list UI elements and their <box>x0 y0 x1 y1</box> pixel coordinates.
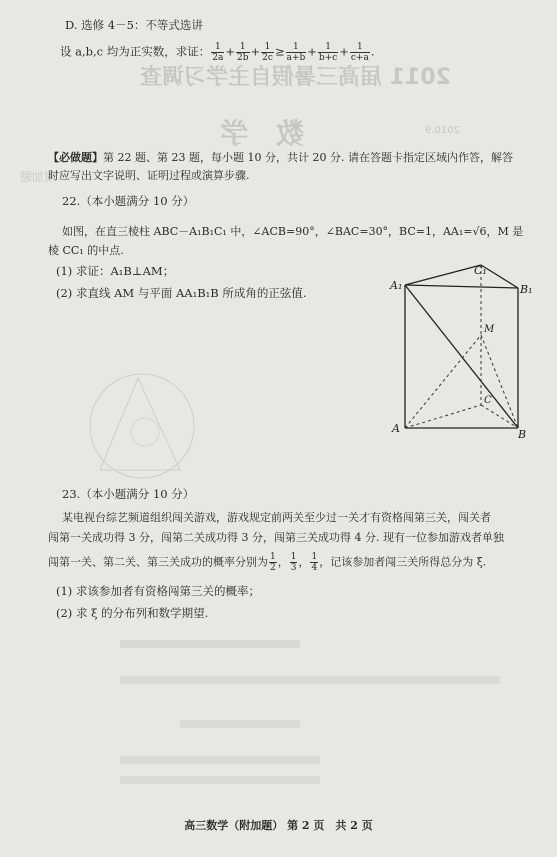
label-a1: A₁ <box>390 279 403 292</box>
q22-part2: (2) 求直线 AM 与平面 AA₁B₁B 所成角的正弦值. <box>56 286 307 300</box>
q23-body-line1: 某电视台综艺频道组织闯关游戏，游戏规定前两关至少过一关才有资格闯第三关，闯关者 <box>62 511 491 524</box>
prob-1-4: $\frac{1}{4}$ <box>311 552 318 573</box>
edge-a1-c1 <box>405 265 481 285</box>
q23-header: 23.（本小题满分 10 分） <box>62 487 195 501</box>
section-d-statement: 设 a,b,c 均为正实数，求证： $\frac{1}{2a}$ + $\frac{1}{2b}$ + $\frac{1}{2c}$ ≥ $\frac{1}{a+b}$ + $\frac{1}{b+c}$ + $\frac{1}{c+a}$ . <box>60 42 375 63</box>
label-b1: B₁ <box>520 283 533 296</box>
q23-part2: (2) 求 ξ 的分布列和数学期望. <box>56 606 209 620</box>
prob-1-2: $\frac{1}{2}$ <box>270 552 276 573</box>
required-bracket: 【必做题】 <box>48 151 103 164</box>
required-instructions-line1: 【必做题】第 22 题、第 23 题，每小题 10 分，共计 20 分. 请在答题卡指定区域内作答，解答 <box>48 151 513 164</box>
frac-1-b-plus-c: $\frac{1}{b+c}$ <box>318 42 338 63</box>
label-c: C <box>484 395 492 406</box>
required-instructions-line2: 时应写出文字说明、证明过程或演算步骤. <box>48 169 250 182</box>
label-a: A <box>392 422 400 435</box>
ghost-subject: 数 学 <box>220 117 305 150</box>
label-b: B <box>518 428 527 441</box>
page-footer: 高三数学（附加题） 第 2 页 共 2 页 <box>184 819 373 832</box>
frac-1-c-plus-a: $\frac{1}{c+a}$ <box>350 42 369 63</box>
ghost-circle-figure <box>60 360 200 490</box>
edge-m-b-dashed <box>481 335 518 428</box>
prism-figure <box>388 260 533 441</box>
q22-header: 22.（本小题满分 10 分） <box>62 194 195 208</box>
q23-part1: (1) 求该参加者有资格闯第三关的概率； <box>56 584 260 598</box>
geq-sign: ≥ <box>274 44 285 59</box>
edge-c-b-dashed <box>481 405 518 428</box>
edge-a-c-dashed <box>405 405 481 428</box>
section-d-title: D. 选修 4－5：不等式选讲 <box>65 18 203 32</box>
q22-part1: (1) 求证：A₁B⊥AM； <box>56 264 175 278</box>
q23-body-line3: 闯第一关、第二关、第三关成功的概率分别为 $\frac{1}{2}$ ， $\frac{1}{3}$ ， $\frac{1}{4}$ ，记该参加者闯三关所得总分为 ξ. <box>48 552 487 573</box>
frac-1-2a: $\frac{1}{2a}$ <box>212 42 224 63</box>
edge-a-m-dashed <box>405 335 481 428</box>
q23-body-line2: 闯第一关成功得 3 分，闯第二关成功得 3 分，闯第三关成功得 4 分. 现有一位参加游戏者单独 <box>48 531 504 544</box>
prob-1-3: $\frac{1}{3}$ <box>290 552 297 573</box>
frac-1-2b: $\frac{1}{2b}$ <box>237 42 249 63</box>
ghost-year-title: 2011 届高三暑假自主学习调查 <box>140 65 451 90</box>
label-m: M <box>484 324 495 335</box>
edge-a1-b1 <box>405 285 518 288</box>
label-c1: C₁ <box>474 264 487 277</box>
ghost-extra: 附加题 <box>20 170 57 184</box>
edge-a1-b-diag <box>405 285 518 428</box>
ghost-lines-lower <box>120 640 520 790</box>
section-d-lead: 设 a,b,c 均为正实数，求证： <box>60 44 211 59</box>
frac-1-2c: $\frac{1}{2c}$ <box>262 42 273 63</box>
q22-body-line1: 如图，在直三棱柱 ABC－A₁B₁C₁ 中，∠ACB=90°，∠BAC=30°，BC=1，AA₁=√6，M 是 <box>62 225 524 238</box>
frac-1-a-plus-b: $\frac{1}{a+b}$ <box>286 42 306 63</box>
ghost-date: 2010.9 <box>425 125 460 136</box>
q22-body-line2: 棱 CC₁ 的中点. <box>48 244 124 257</box>
